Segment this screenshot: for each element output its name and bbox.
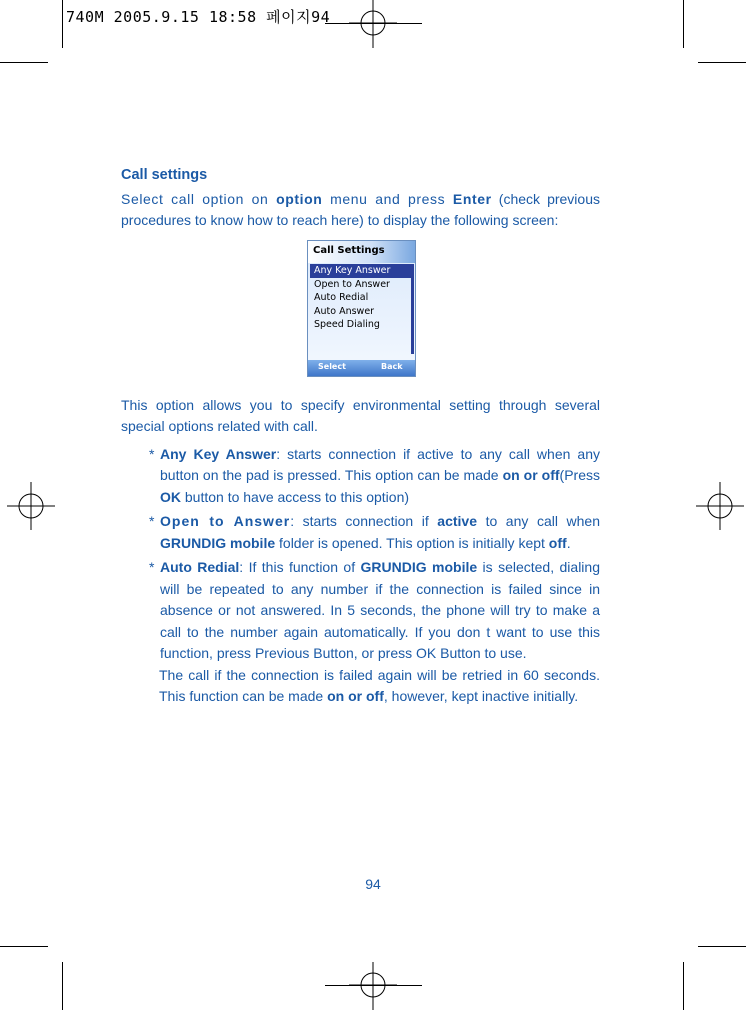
phone-title: Call Settings xyxy=(313,245,385,256)
phone-menu-item: Auto Answer xyxy=(314,305,375,317)
intro-paragraph xyxy=(121,189,600,232)
bullet-text: : starts connection if xyxy=(290,513,438,529)
phone-softkey-back: Back xyxy=(381,362,403,371)
bullet-text: (Press xyxy=(559,467,600,483)
off-term: off xyxy=(548,534,567,551)
section-heading: Call settings xyxy=(121,167,208,183)
continuation-text: , however, kept inactive initially. xyxy=(383,688,579,704)
phone-scrollbar xyxy=(411,264,414,354)
active-term: active xyxy=(437,513,477,529)
grundig-term: GRUNDIG mobile xyxy=(160,534,276,551)
phone-softkey-select: Select xyxy=(318,362,346,371)
bullet-any-key-answer xyxy=(121,444,600,509)
bullet-text: : starts connection if active to any call when any button on the pad is pressed. This option can be made xyxy=(160,445,600,483)
on-off-term: on or off xyxy=(327,688,384,704)
bullet-text: is selected, dialing will be repeated to any number if the connection is failed since in absence or not answered. In 5 seconds, the phone will try to make a call to the number again automatically. If you don t want to use this function, press Previous Button, or press OK Button to use. xyxy=(160,559,600,661)
registration-mark-icon xyxy=(349,962,397,1010)
crop-mark xyxy=(698,62,746,63)
intro-text: menu and press xyxy=(322,190,453,207)
bullet-text: to any call when xyxy=(477,513,600,529)
continuation-paragraph xyxy=(121,665,600,708)
crop-mark xyxy=(0,62,48,63)
registration-mark-icon xyxy=(349,0,397,48)
bullet-title: Open to Answer xyxy=(160,513,291,529)
bullet-text: folder is opened. This option is initially kept xyxy=(275,534,549,551)
registration-mark-icon xyxy=(7,482,55,530)
ok-term: OK xyxy=(160,488,181,505)
bullet-open-to-answer xyxy=(121,511,600,554)
phone-menu-item: Any Key Answer xyxy=(310,264,411,278)
phone-title-bar xyxy=(308,241,415,263)
crop-mark xyxy=(62,962,63,1010)
phone-menu-item: Speed Dialing xyxy=(314,319,380,330)
crop-mark xyxy=(698,946,746,947)
phone-menu-item: Auto Redial xyxy=(314,292,369,303)
phone-softkey-bar xyxy=(308,360,415,376)
grundig-term: GRUNDIG mobile xyxy=(360,559,478,575)
bullet-star: * xyxy=(149,445,155,462)
bullet-auto-redial xyxy=(121,557,600,665)
print-slug: 740M 2005.9.15 18:58 페이지94 xyxy=(66,8,331,26)
intro-text: Select call option on xyxy=(121,190,277,207)
description-paragraph: This option allows you to specify environmental setting through several special options related with call. xyxy=(121,396,600,434)
bullet-title: Auto Redial xyxy=(160,559,240,575)
on-off-term: on or off xyxy=(502,467,560,483)
crop-mark xyxy=(0,946,48,947)
bullet-star: * xyxy=(149,559,155,575)
bullet-star: * xyxy=(149,513,155,529)
intro-text: (check previous procedures to know how to reach here) to display the following screen: xyxy=(121,190,600,228)
crop-mark xyxy=(683,962,684,1010)
bullet-text: . xyxy=(566,534,571,551)
enter-term: Enter xyxy=(452,190,492,207)
crop-mark xyxy=(62,0,63,48)
crop-mark xyxy=(683,0,684,48)
phone-menu-item: Open to Answer xyxy=(314,278,390,290)
phone-menu-list xyxy=(310,264,411,332)
registration-mark-icon xyxy=(696,482,744,530)
bullet-text: button to have access to this option) xyxy=(181,488,410,505)
option-term: option xyxy=(276,190,323,207)
continuation-text: The call if the connection is failed again will be retried in 60 seconds. This function can be made xyxy=(159,666,600,704)
bullet-text: : If this function of xyxy=(239,559,361,575)
page-number: 94 xyxy=(365,876,381,892)
phone-screen-image xyxy=(307,240,416,377)
bullet-title: Any Key Answer xyxy=(160,445,277,462)
